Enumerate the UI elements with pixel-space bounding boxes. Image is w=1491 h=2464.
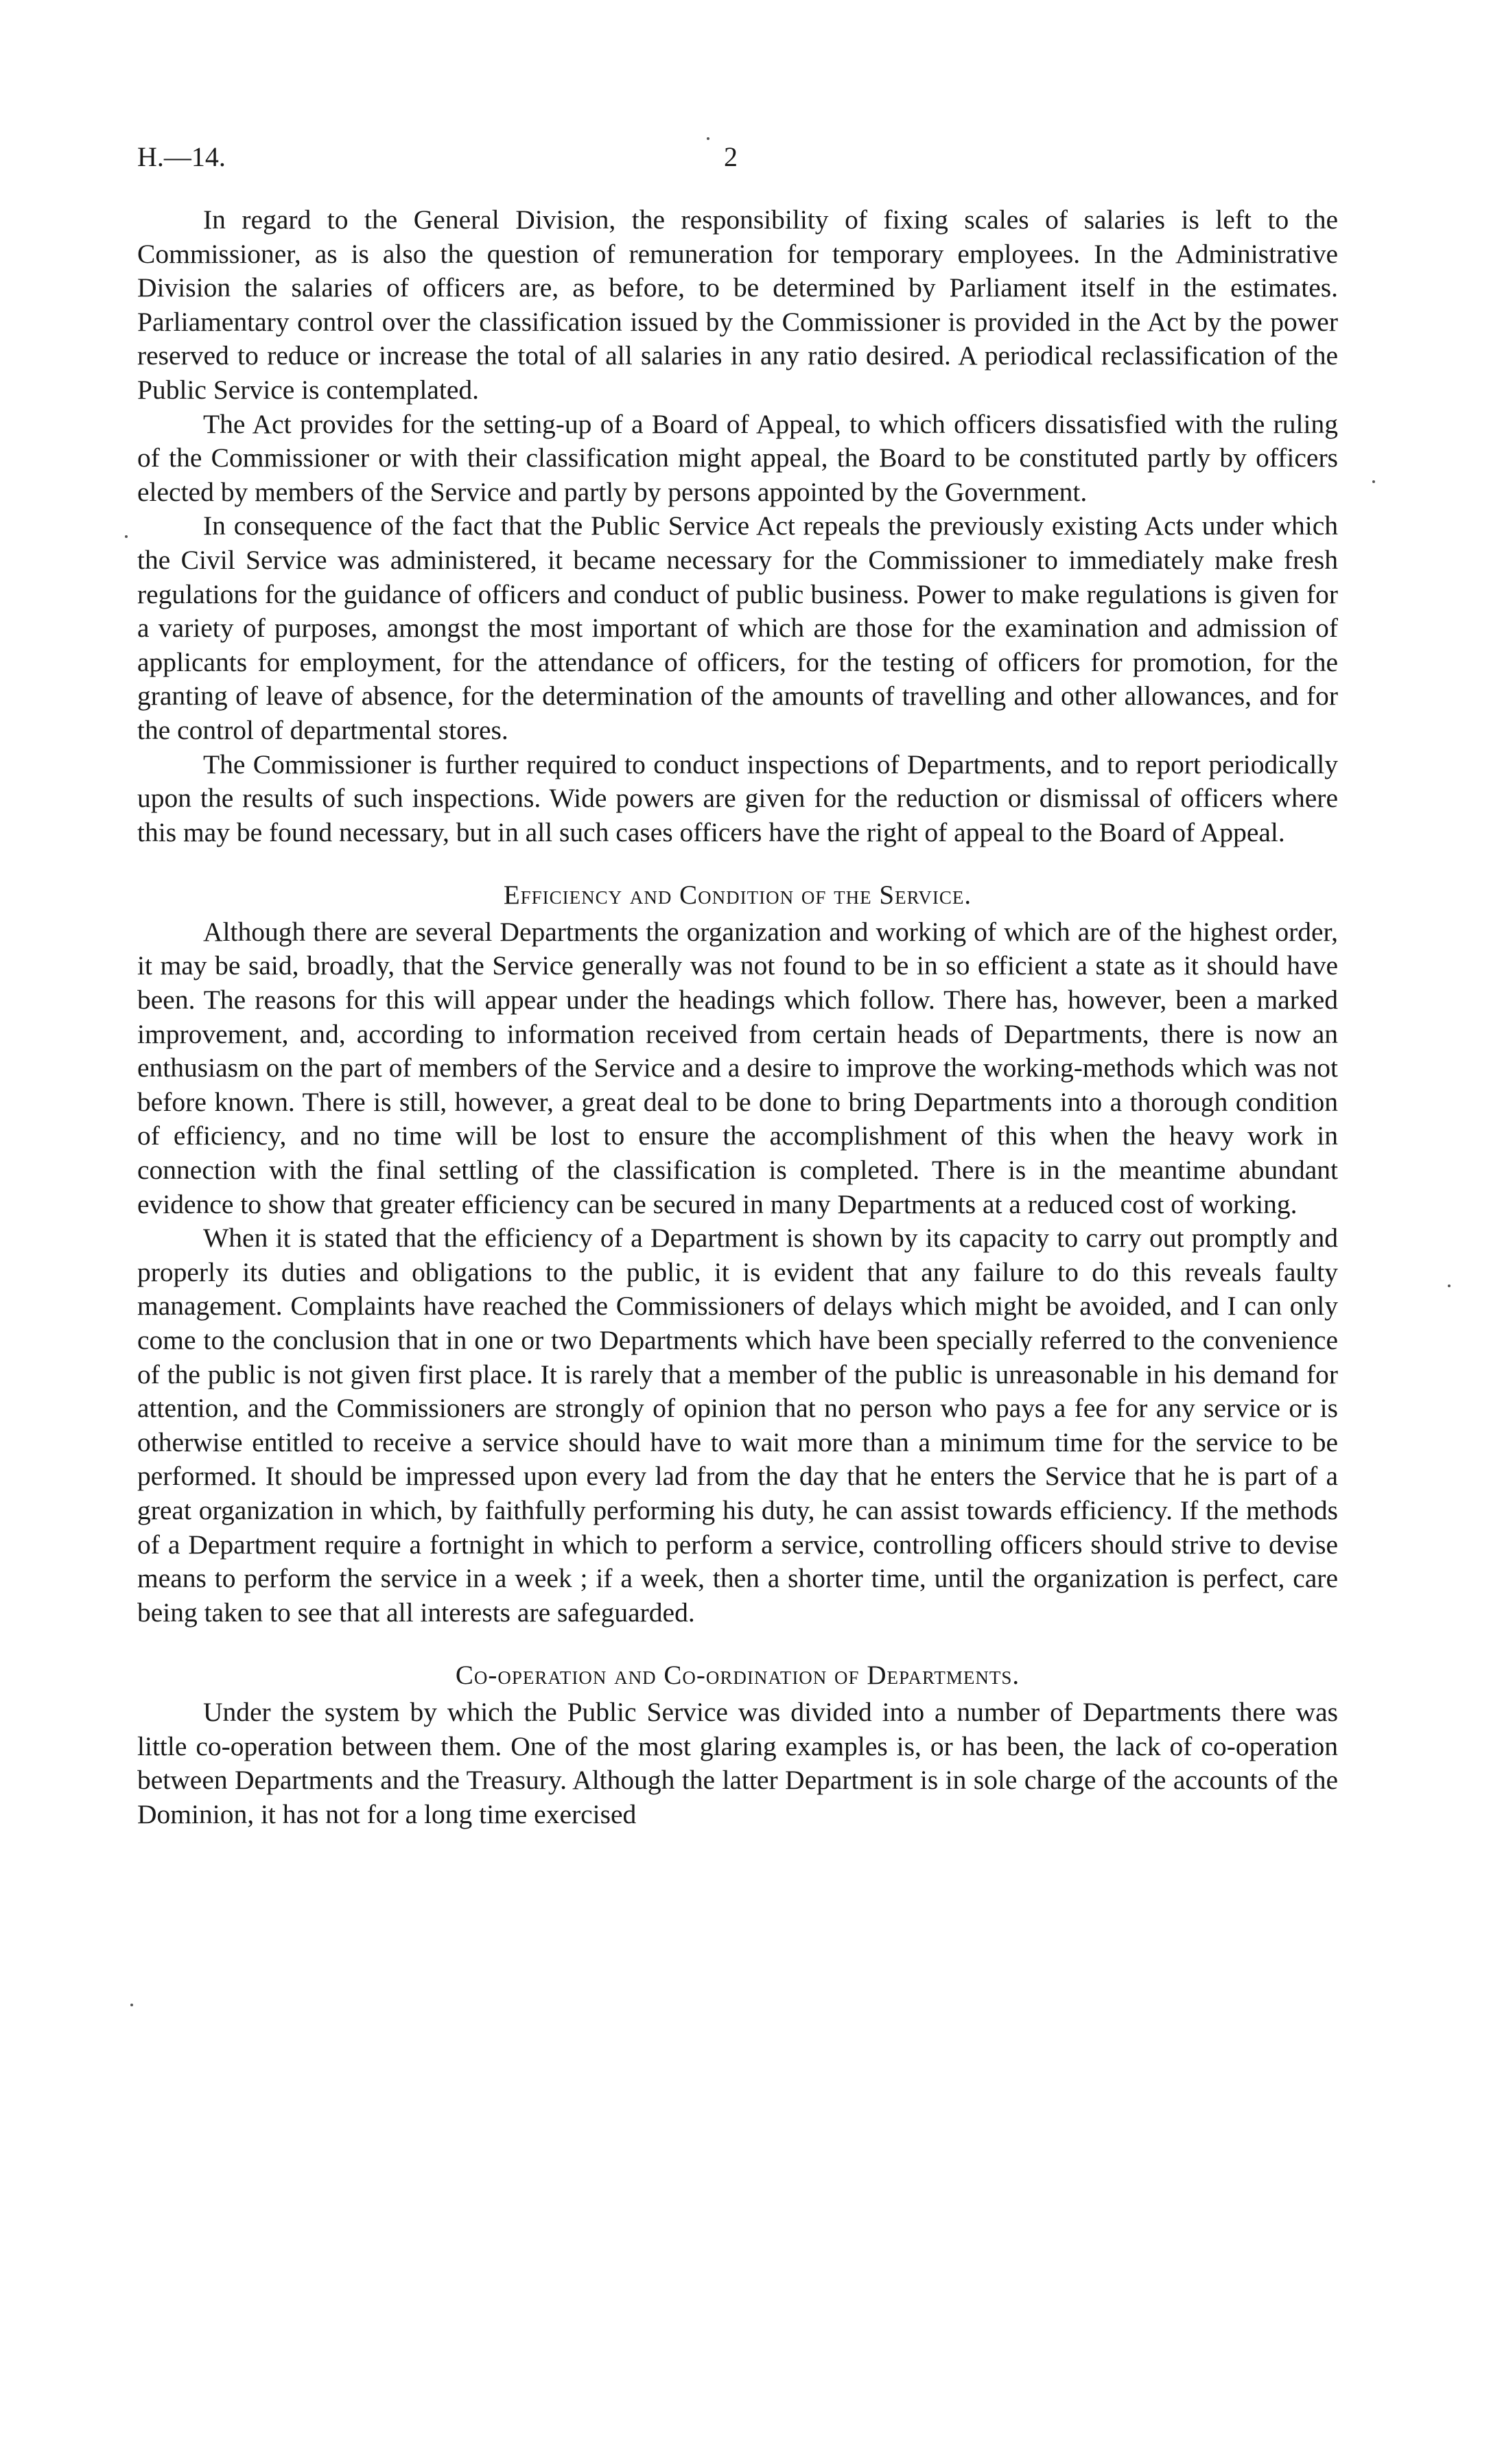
paragraph-inspections: The Commissioner is further required to conduct inspections of Departments, and to report periodically upon the results of such inspections. Wide powers are given for the reduction or dismissal of officers where this may be found necessary, but in all such cases officers have the right of appeal to the Board of Appeal. [137, 749, 1338, 847]
paragraph-regulations: In consequence of the fact that the Public Service Act repeals the previously existing Acts under which the Civil Service was administered, it became necessary for the Commissioner to immediately make fresh regulations for the guidance of officers and conduct of public business. Power to make regulations is given for a variety of purposes, amongst the most important of which are those for the examination and admission of applicants for employment, for the attendance of officers, for the testing of officers for promotion, for the granting of leave of absence, for the determination of the amounts of travelling and other allowances, and for the control of departmental stores. [137, 511, 1338, 745]
paragraph-general-division: In regard to the General Division, the responsibility of fixing scales of salaries is left to the Commissioner, as is also the question of remuneration for temporary employees. In the Administrative Division the salaries of officers are, as before, to be determined by Parliament itself in the estimates. Parliamentary control over the classification issued by the Commissioner is provided in the Act by the power reserved to reduce or increase the total of all salaries in any ratio desired. A periodical reclassification of the Public Service is contemplated. [137, 204, 1338, 405]
scan-speck [1448, 1284, 1451, 1287]
paragraph-efficiency-1: Although there are several Departments the organization and working of which are of the highest order, it may be said, broadly, that the Service generally was not found to be in so efficient a state as it should have been. The reasons for this will appear under the headings which follow. There has, however, been a marked improvement, and, according to information received from certain heads of Departments, there is now an enthusiasm on the part of members of the Service and a desire to improve the working-methods which was not before known. There is still, however, a great deal to be done to bring Departments into a thorough condition of efficiency, and no time will be lost to ensure the accomplishment of this when the heavy work in connection with the final settling of the classification is completed. There is in the meantime abundant evidence to show that greater efficiency can be secured in many Departments at a reduced cost of working. [137, 916, 1338, 1219]
scan-speck [707, 137, 709, 140]
document-reference: H.—14. [137, 141, 226, 172]
paragraph-board-of-appeal: The Act provides for the setting-up of a Board of Appeal, to which officers dissatisfied with the ruling of the Commissioner or with their classification might appeal, the Board to be constituted partly by officers elected by members of the Service and partly by persons appointed by the Government. [137, 408, 1338, 507]
body-text [137, 203, 1338, 1831]
section-heading-efficiency: Efficiency and Condition of the Service. [503, 880, 972, 911]
section-heading-cooperation: Co-operation and Co-ordination of Departments. [455, 1661, 1020, 1691]
page-number: 2 [724, 141, 738, 172]
paragraph-efficiency-2: When it is stated that the efficiency of a Department is shown by its capacity to carry out promptly and properly its duties and obligations to the public, it is evident that any failure to do this reveals faulty management. Complaints have reached the Commissioners of delays which might be avoided, and I can only come to the conclusion that in one or two Departments which have been specially referred to the convenience of the public is not given first place. It is rarely that a member of the public is unreasonable in his demand for attention, and the Commissioners are strongly of opinion that no person who pays a fee for any service or is otherwise entitled to receive a service should have to wait more than a minimum time for the service to be performed. It should be impressed upon every lad from the day that he enters the Service that he is part of a great organization in which, by faithfully performing his duty, he can assist towards efficiency. If the methods of a Department require a fortnight in which to perform a service, controlling officers should strive to devise means to perform the service in a week ; if a week, then a shorter time, until the organization is perfect, care being taken to see that all interests are safeguarded. [137, 1223, 1338, 1628]
scan-speck [1372, 480, 1375, 483]
scan-speck [130, 2004, 133, 2006]
scan-speck [125, 535, 128, 538]
page-header [137, 141, 1359, 182]
paragraph-cooperation-1: Under the system by which the Public Service was divided into a number of Departments there was little co-operation between them. One of the most glaring examples is, or has been, the lack of co-operation between Departments and the Treasury. Although the latter Department is in sole charge of the accounts of the Dominion, it has not for a long time exercised [137, 1696, 1338, 1829]
